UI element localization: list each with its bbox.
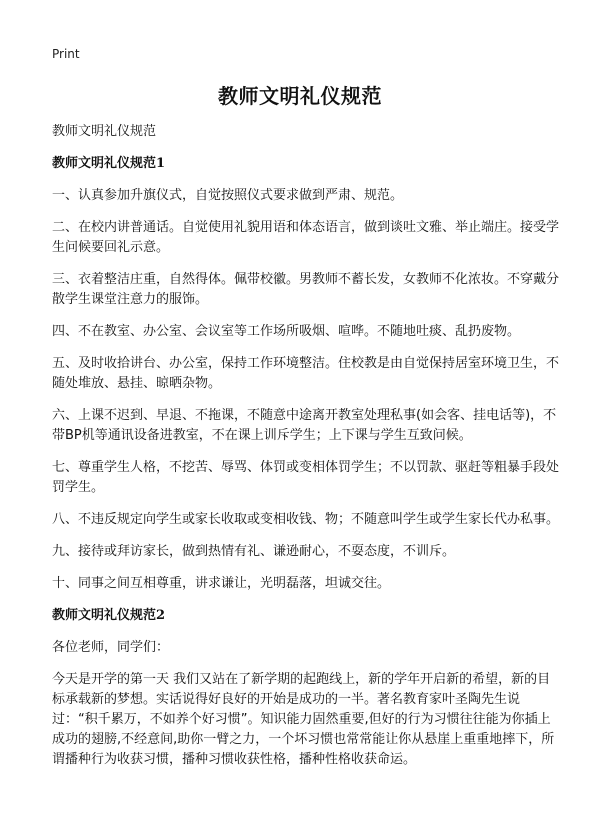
paragraph: 一、认真参加升旗仪式，自觉按照仪式要求做到严肃、规范。 (52, 188, 404, 203)
section-heading: 教师文明礼仪规范1 (52, 156, 166, 171)
document-body (52, 122, 562, 782)
paragraph: 四、不在教室、办公室、会议室等工作场所吸烟、喧哗。不随地吐痰、乱扔废物。 (52, 324, 521, 339)
paragraph: 二、在校内讲普通话。自觉使用礼貌用语和体态语言，做到谈吐文雅、举止端庄。接受学生问候要回礼示意。 (52, 220, 560, 255)
paragraph: 十、同事之间互相尊重，讲求谦让，光明磊落，坦诚交往。 (52, 576, 391, 591)
document-subtitle: 教师文明礼仪规范 (52, 124, 157, 139)
paragraph: 三、衣着整洁庄重，自然得体。佩带校徽。男教师不蓄长发，女教师不化浓妆。不穿戴分散学生课堂注意力的服饰。 (52, 272, 560, 307)
paragraph: 五、及时收拾讲台、办公室，保持工作环境整洁。住校教是由自觉保持居室环境卫生，不随处堆放、悬挂、晾晒杂物。 (52, 356, 560, 391)
paragraph: 各位老师，同学们： (52, 640, 170, 655)
paragraph: 今天是开学的第一天 我们又站在了新学期的起跑线上，新的学年开启新的希望，新的目标承载新的梦想。实话说得好良好的开始是成功的一半。著名教育家叶圣陶先生说过：“积千累万，不如养个好习惯”。知识能力固然重要,但好的行为习惯往往能为你插上成功的翅膀,不经意间,助你一臂之力，一个坏习惯也常常能让你从悬崖上重重地摔下，所谓播种行为收获习惯，播种习惯收获性格，播种性格收获命运。 (52, 672, 555, 767)
section-heading: 教师文明礼仪规范2 (52, 608, 166, 623)
paragraph: 七、尊重学生人格，不挖苦、辱骂、体罚或变相体罚学生；不以罚款、驱赶等粗暴手段处罚学生。 (52, 460, 560, 495)
page-title: 教师文明礼仪规范 (218, 84, 382, 108)
paragraph: 九、接待或拜访家长，做到热情有礼、谦逊耐心，不耍态度，不训斥。 (52, 544, 456, 559)
paragraph: 六、上课不迟到、早退、不拖课，不随意中途离开教室处理私事(如会客、挂电话等)，不带BP机等通讯设备进教室，不在课上训斥学生；上下课与学生互致问候。 (52, 408, 557, 443)
paragraph: 八、不违反规定向学生或家长收取或变相收钱、物；不随意叫学生或学生家长代办私事。 (52, 512, 560, 527)
print-label[interactable]: Print (52, 47, 80, 61)
